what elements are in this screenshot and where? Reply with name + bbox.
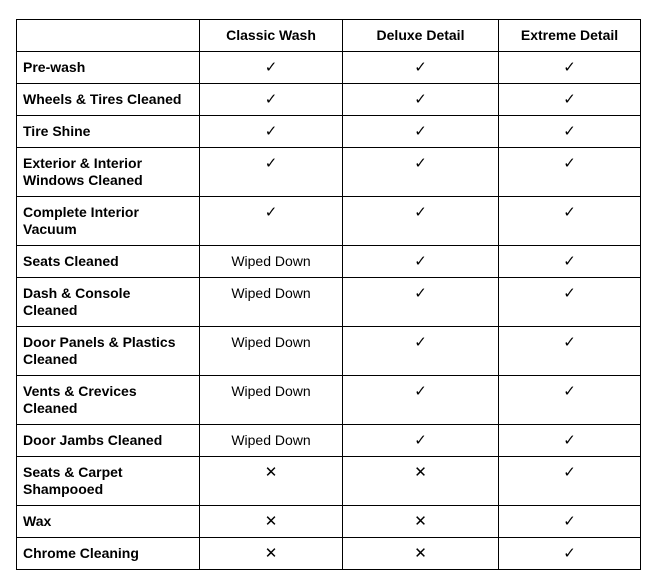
cell-extreme-detail	[499, 327, 641, 376]
cell-classic-wash	[200, 376, 343, 425]
cell-classic-wash	[200, 538, 343, 570]
row-label	[17, 84, 200, 116]
cell-deluxe-detail	[343, 457, 499, 506]
cell-deluxe-detail	[343, 197, 499, 246]
checkmark-icon: ✓	[264, 154, 278, 172]
row-label-line: Tire Shine	[23, 123, 91, 139]
table-row	[17, 116, 641, 148]
cell-extreme-detail	[499, 376, 641, 425]
cell-classic-wash	[200, 52, 343, 84]
wiped-down-text: Wiped Down	[231, 334, 311, 350]
checkmark-icon: ✓	[414, 284, 427, 302]
wiped-down-text: Wiped Down	[231, 432, 311, 448]
checkmark-icon: ✓	[264, 58, 278, 76]
cell-extreme-detail	[499, 246, 641, 278]
column-header-classic-wash: Classic Wash	[200, 20, 343, 52]
cell-classic-wash	[200, 425, 343, 457]
row-label	[17, 506, 200, 538]
row-label	[17, 425, 200, 457]
cell-classic-wash	[200, 278, 343, 327]
row-label-line: Complete Interior	[23, 204, 139, 220]
cell-extreme-detail	[499, 116, 641, 148]
table-row	[17, 327, 641, 376]
checkmark-icon: ✓	[414, 252, 427, 270]
table-row	[17, 197, 641, 246]
row-label-line: Cleaned	[23, 351, 78, 367]
cell-deluxe-detail	[343, 148, 499, 197]
cell-deluxe-detail	[343, 52, 499, 84]
cell-classic-wash	[200, 116, 343, 148]
cell-classic-wash	[200, 246, 343, 278]
row-label-line: Door Jambs Cleaned	[23, 432, 163, 448]
checkmark-icon: ✓	[563, 431, 576, 449]
table-row	[17, 52, 641, 84]
table-row	[17, 376, 641, 425]
row-label-line: Door Panels & Plastics	[23, 334, 176, 350]
checkmark-icon: ✓	[414, 58, 427, 76]
checkmark-icon: ✓	[563, 284, 576, 302]
table-row	[17, 457, 641, 506]
row-label-line: Exterior & Interior	[23, 155, 143, 171]
cell-classic-wash	[200, 197, 343, 246]
checkmark-icon: ✓	[563, 544, 576, 562]
row-label-line: Seats & Carpet	[23, 464, 123, 480]
checkmark-icon: ✓	[264, 122, 278, 140]
cell-extreme-detail	[499, 84, 641, 116]
checkmark-icon: ✓	[563, 154, 576, 172]
cell-deluxe-detail	[343, 246, 499, 278]
cross-icon: ✕	[414, 463, 427, 481]
row-label	[17, 278, 200, 327]
row-label	[17, 246, 200, 278]
row-label-line: Chrome Cleaning	[23, 545, 139, 561]
checkmark-icon: ✓	[264, 90, 278, 108]
table-row	[17, 246, 641, 278]
row-label-line: Shampooed	[23, 481, 104, 497]
cross-icon: ✕	[414, 512, 427, 530]
checkmark-icon: ✓	[563, 333, 576, 351]
row-label-line: Cleaned	[23, 400, 78, 416]
cell-classic-wash	[200, 506, 343, 538]
cell-extreme-detail	[499, 538, 641, 570]
cell-deluxe-detail	[343, 278, 499, 327]
cell-classic-wash	[200, 457, 343, 506]
row-label	[17, 538, 200, 570]
header-row	[17, 20, 641, 52]
cell-extreme-detail	[499, 52, 641, 84]
cell-deluxe-detail	[343, 327, 499, 376]
row-label	[17, 376, 200, 425]
checkmark-icon: ✓	[414, 333, 427, 351]
row-label-line: Windows Cleaned	[23, 172, 143, 188]
cell-extreme-detail	[499, 278, 641, 327]
cell-classic-wash	[200, 327, 343, 376]
table-row	[17, 425, 641, 457]
cell-extreme-detail	[499, 425, 641, 457]
checkmark-icon: ✓	[563, 512, 576, 530]
row-label-line: Wheels & Tires Cleaned	[23, 91, 182, 107]
checkmark-icon: ✓	[563, 382, 576, 400]
row-label-line: Wax	[23, 513, 52, 529]
checkmark-icon: ✓	[563, 463, 576, 481]
cell-deluxe-detail	[343, 84, 499, 116]
row-label	[17, 148, 200, 197]
cell-extreme-detail	[499, 197, 641, 246]
checkmark-icon: ✓	[414, 382, 427, 400]
checkmark-icon: ✓	[414, 203, 427, 221]
row-label-line: Vacuum	[23, 221, 77, 237]
row-label	[17, 197, 200, 246]
row-label-line: Vents & Crevices	[23, 383, 137, 399]
cell-extreme-detail	[499, 457, 641, 506]
cell-deluxe-detail	[343, 376, 499, 425]
checkmark-icon: ✓	[563, 58, 576, 76]
table-row	[17, 148, 641, 197]
checkmark-icon: ✓	[414, 122, 427, 140]
cell-deluxe-detail	[343, 425, 499, 457]
cross-icon: ✕	[264, 512, 278, 530]
cell-extreme-detail	[499, 148, 641, 197]
table-row	[17, 506, 641, 538]
wiped-down-text: Wiped Down	[231, 285, 311, 301]
column-header-deluxe-detail: Deluxe Detail	[343, 20, 499, 52]
row-label	[17, 457, 200, 506]
service-comparison-table	[16, 19, 641, 570]
checkmark-icon: ✓	[563, 252, 576, 270]
wiped-down-text: Wiped Down	[231, 253, 311, 269]
checkmark-icon: ✓	[414, 431, 427, 449]
checkmark-icon: ✓	[414, 154, 427, 172]
table-row	[17, 278, 641, 327]
corner-header	[17, 20, 200, 52]
cross-icon: ✕	[264, 463, 278, 481]
checkmark-icon: ✓	[563, 90, 576, 108]
cell-deluxe-detail	[343, 116, 499, 148]
row-label	[17, 327, 200, 376]
cell-classic-wash	[200, 84, 343, 116]
table-row	[17, 538, 641, 570]
column-header-extreme-detail: Extreme Detail	[499, 20, 641, 52]
row-label-line: Dash & Console	[23, 285, 131, 301]
checkmark-icon: ✓	[264, 203, 278, 221]
checkmark-icon: ✓	[414, 90, 427, 108]
checkmark-icon: ✓	[563, 203, 576, 221]
row-label-line: Cleaned	[23, 302, 78, 318]
wiped-down-text: Wiped Down	[231, 383, 311, 399]
row-label	[17, 52, 200, 84]
checkmark-icon: ✓	[563, 122, 576, 140]
cell-classic-wash	[200, 148, 343, 197]
table-row	[17, 84, 641, 116]
cell-extreme-detail	[499, 506, 641, 538]
row-label	[17, 116, 200, 148]
cell-deluxe-detail	[343, 506, 499, 538]
cross-icon: ✕	[264, 544, 278, 562]
cross-icon: ✕	[414, 544, 427, 562]
cell-deluxe-detail	[343, 538, 499, 570]
row-label-line: Pre-wash	[23, 59, 86, 75]
row-label-line: Seats Cleaned	[23, 253, 119, 269]
